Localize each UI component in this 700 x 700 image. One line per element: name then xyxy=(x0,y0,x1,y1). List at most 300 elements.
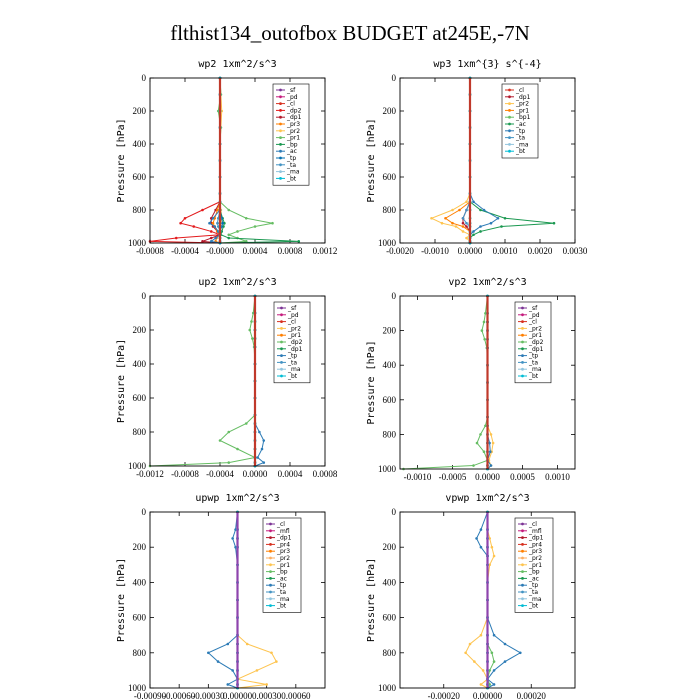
legend-marker xyxy=(280,307,283,310)
data-point xyxy=(472,233,475,236)
legend-entry: _ta xyxy=(529,359,539,367)
chart-panel-2 xyxy=(366,59,588,256)
data-point xyxy=(227,461,230,464)
data-point xyxy=(184,217,187,220)
x-tick-label: 0.00060 xyxy=(281,691,311,700)
data-point xyxy=(479,433,482,436)
legend-entry: _tp xyxy=(287,155,297,162)
data-point xyxy=(479,209,482,212)
x-tick-label: 0.0030 xyxy=(562,246,588,256)
y-tick-label: 800 xyxy=(382,647,396,658)
legend-marker xyxy=(269,543,272,546)
data-point xyxy=(492,442,495,445)
data-point xyxy=(473,660,476,663)
y-tick-label: 0 xyxy=(391,73,396,83)
y-tick-label: 800 xyxy=(132,205,146,215)
x-tick-label: 0.00000 xyxy=(222,691,253,700)
legend-entry: _pr3 xyxy=(287,121,301,128)
data-point xyxy=(483,209,486,212)
data-point xyxy=(451,222,454,225)
x-tick-label: 0.00030 xyxy=(252,691,282,700)
legend-marker xyxy=(280,334,283,337)
legend-entry: _bp xyxy=(277,568,288,576)
legend-entry: _ac xyxy=(529,575,539,583)
data-point xyxy=(226,643,229,646)
x-tick-label: -0.0020 xyxy=(386,246,414,256)
x-tick-label: 0.0008 xyxy=(277,246,303,256)
data-point xyxy=(465,222,468,225)
panel-title: up2 1xm^2/s^3 xyxy=(198,277,277,288)
data-point xyxy=(441,222,444,225)
data-point xyxy=(479,230,482,233)
data-point xyxy=(210,240,213,243)
y-axis-label: Pressure [hPa] xyxy=(116,338,127,424)
legend-entry: _dp1 xyxy=(529,345,544,353)
legend-entry: _pd xyxy=(288,311,299,319)
data-point xyxy=(212,217,215,220)
data-point xyxy=(231,537,234,540)
panel-title: wp2 1xm^2/s^3 xyxy=(198,59,277,70)
legend-entry: _tp xyxy=(277,582,287,590)
data-point xyxy=(217,660,220,663)
data-point xyxy=(179,222,182,225)
y-tick-label: 800 xyxy=(132,427,146,437)
legend-marker xyxy=(269,597,272,600)
legend-marker xyxy=(269,577,272,580)
legend-marker xyxy=(279,143,282,146)
data-point xyxy=(497,217,500,220)
data-point xyxy=(216,222,219,225)
data-point xyxy=(221,222,224,225)
y-tick-label: 200 xyxy=(382,542,396,553)
legend-marker xyxy=(521,361,524,364)
series-line-tp xyxy=(255,296,264,466)
legend-entry: _ma xyxy=(288,366,301,374)
x-tick-label: -0.0012 xyxy=(136,469,164,479)
data-point xyxy=(248,329,251,332)
legend-marker xyxy=(269,523,272,526)
x-tick-label: 0.0008 xyxy=(312,469,338,479)
data-point xyxy=(480,683,483,686)
data-point xyxy=(210,230,213,233)
legend-entry: _pr1 xyxy=(277,561,291,569)
data-point xyxy=(444,217,447,220)
legend-marker xyxy=(280,375,283,378)
legend-marker xyxy=(521,563,524,566)
data-point xyxy=(175,237,178,240)
x-tick-label: 0.0010 xyxy=(545,472,570,482)
legend-entry: _ta xyxy=(529,589,539,596)
y-tick-label: 200 xyxy=(382,106,396,116)
data-point xyxy=(475,537,478,540)
legend-entry: _ac xyxy=(277,575,287,583)
data-point xyxy=(480,634,483,637)
legend-marker xyxy=(280,354,283,357)
legend-marker xyxy=(279,177,282,180)
legend-entry: _pd xyxy=(529,311,540,319)
data-point xyxy=(245,217,248,220)
x-tick-label: -0.0010 xyxy=(403,472,432,482)
series-line-dp2 xyxy=(404,296,488,469)
data-point xyxy=(465,200,468,203)
legend-entry: _dp1 xyxy=(277,534,292,542)
y-tick-label: 0 xyxy=(141,291,146,301)
data-point xyxy=(472,230,475,233)
legend-entry: _ta xyxy=(287,161,297,169)
legend-entry: _dp1 xyxy=(287,114,302,122)
panel-title: wp3 1xm^{3} s^{-4} xyxy=(433,59,542,70)
x-tick-label: -0.0010 xyxy=(421,246,449,256)
data-point xyxy=(455,225,458,228)
y-tick-label: 1000 xyxy=(378,238,396,248)
legend-entry: _ma xyxy=(529,595,542,603)
data-point xyxy=(462,222,465,225)
y-tick-label: 1000 xyxy=(378,464,396,474)
legend-entry: _pr2 xyxy=(529,555,543,562)
legend-entry: _sf xyxy=(529,305,538,312)
legend-marker xyxy=(508,123,511,126)
x-tick-label: 0.00000 xyxy=(472,691,503,700)
x-tick-label: -0.0000 xyxy=(206,246,234,256)
y-tick-label: 400 xyxy=(382,139,396,149)
y-tick-label: 200 xyxy=(132,542,146,553)
data-point xyxy=(493,683,496,686)
y-tick-label: 0 xyxy=(141,507,146,517)
data-point xyxy=(214,237,217,240)
legend-entry: _ta xyxy=(277,589,287,596)
legend-marker xyxy=(280,327,283,330)
legend-entry: _mfl xyxy=(529,527,542,535)
data-point xyxy=(251,337,254,340)
legend-marker xyxy=(521,577,524,580)
figure-title: flthist134_outofbox BUDGET at245E,-7N xyxy=(170,21,530,45)
legend-entry: _ta xyxy=(516,134,526,142)
legend-marker xyxy=(508,129,511,132)
data-point xyxy=(245,422,248,425)
legend-entry: _dp1 xyxy=(516,93,531,101)
data-point xyxy=(480,528,483,531)
legend-marker xyxy=(279,89,282,92)
y-tick-label: 800 xyxy=(382,429,396,440)
legend-entry: _cl xyxy=(288,318,296,326)
y-tick-label: 1000 xyxy=(128,461,146,471)
legend-entry: _pr3 xyxy=(277,548,291,556)
y-tick-label: 200 xyxy=(132,106,146,116)
x-tick-label: -0.0004 xyxy=(206,469,234,479)
legend-marker xyxy=(508,136,511,139)
y-tick-label: 200 xyxy=(132,325,146,335)
data-point xyxy=(490,222,493,225)
y-tick-label: 1000 xyxy=(128,238,146,248)
chart-panel-4 xyxy=(366,277,575,482)
legend-marker xyxy=(521,313,524,316)
data-point xyxy=(236,230,239,233)
data-point xyxy=(482,669,485,672)
legend-marker xyxy=(521,341,524,344)
data-point xyxy=(270,652,273,655)
legend-marker xyxy=(279,150,282,153)
legend-marker xyxy=(508,116,511,119)
data-point xyxy=(462,230,465,233)
legend-marker xyxy=(269,557,272,560)
legend-marker xyxy=(269,570,272,573)
x-tick-label: -0.00020 xyxy=(427,691,460,700)
data-point xyxy=(265,683,268,686)
legend-marker xyxy=(521,584,524,587)
legend-marker xyxy=(521,536,524,539)
legend-entry: _ac xyxy=(287,148,297,156)
data-point xyxy=(451,209,454,212)
legend-entry: _sf xyxy=(287,87,296,94)
data-point xyxy=(297,240,300,243)
data-point xyxy=(246,643,249,646)
data-point xyxy=(479,225,482,228)
data-point xyxy=(472,464,475,467)
y-tick-label: 600 xyxy=(132,612,146,623)
legend-entry: _pr2 xyxy=(529,325,543,333)
legend-entry: _cl xyxy=(277,521,285,528)
legend-entry: _cl xyxy=(529,521,537,528)
legend-marker xyxy=(508,109,511,112)
legend-entry: _bt xyxy=(287,175,297,183)
data-point xyxy=(227,237,230,240)
data-point xyxy=(227,233,230,236)
data-point xyxy=(430,217,433,220)
legend-entry: _pr3 xyxy=(529,548,543,556)
legend-entry: _pr2 xyxy=(516,100,530,108)
data-point xyxy=(476,442,479,445)
data-point xyxy=(504,643,507,646)
legend-marker xyxy=(279,109,282,112)
data-point xyxy=(504,217,507,220)
y-axis-label: Pressure [hPa] xyxy=(116,557,127,643)
data-point xyxy=(256,669,259,672)
legend-marker xyxy=(521,334,524,337)
x-tick-label: 0.00020 xyxy=(516,691,546,700)
legend-marker xyxy=(508,95,511,98)
legend-marker xyxy=(279,123,282,126)
data-point xyxy=(462,225,465,228)
legend-entry: _bt xyxy=(529,373,539,380)
x-tick-label: 0.0005 xyxy=(510,472,535,482)
y-tick-label: 600 xyxy=(382,612,396,623)
legend-entry: _tp xyxy=(529,582,539,590)
series-line-dp2 xyxy=(150,296,255,466)
series-line-pr1 xyxy=(446,78,471,243)
legend-marker xyxy=(280,361,283,364)
data-point xyxy=(504,660,507,663)
legend-entry: _tp xyxy=(288,352,298,360)
legend-marker xyxy=(521,543,524,546)
y-tick-label: 400 xyxy=(132,359,146,369)
data-point xyxy=(227,209,230,212)
legend-marker xyxy=(508,143,511,146)
legend-marker xyxy=(521,591,524,594)
panel-title: vp2 1xm^2/s^3 xyxy=(448,277,527,288)
legend-marker xyxy=(508,89,511,92)
legend-marker xyxy=(521,550,524,553)
legend-marker xyxy=(279,116,282,119)
data-point xyxy=(493,555,496,558)
legend-entry: _dp1 xyxy=(529,534,544,542)
y-tick-label: 1000 xyxy=(378,683,396,693)
x-tick-label: -0.0004 xyxy=(171,246,199,256)
y-tick-label: 600 xyxy=(132,393,146,403)
x-tick-label: -0.00030 xyxy=(192,691,225,700)
legend-entry: _pr1 xyxy=(516,107,530,115)
legend-marker xyxy=(521,375,524,378)
y-axis-label: Pressure [hPa] xyxy=(366,340,377,425)
data-point xyxy=(231,669,234,672)
legend-marker xyxy=(279,170,282,173)
data-point xyxy=(491,652,494,655)
legend-entry: _ac xyxy=(516,121,526,128)
data-point xyxy=(500,225,503,228)
x-tick-label: 0.0000 xyxy=(457,246,483,256)
data-point xyxy=(262,439,265,442)
legend-entry: _ma xyxy=(287,168,300,176)
legend-entry: _pr2 xyxy=(277,555,291,562)
y-tick-label: 0 xyxy=(391,291,396,301)
x-tick-label: 0.0004 xyxy=(277,469,303,479)
chart-panel-3 xyxy=(116,277,338,479)
x-tick-label: 0.0004 xyxy=(242,246,268,256)
data-point xyxy=(262,461,265,464)
data-point xyxy=(192,225,195,228)
data-point xyxy=(483,321,486,324)
data-point xyxy=(493,660,496,663)
legend-entry: _dp2 xyxy=(288,339,303,346)
legend-entry: _ma xyxy=(529,366,542,374)
y-tick-label: 400 xyxy=(382,360,396,371)
data-point xyxy=(207,652,210,655)
data-point xyxy=(489,450,492,453)
legend-entry: _cl xyxy=(516,87,524,94)
legend-entry: _bt xyxy=(529,602,539,610)
legend-marker xyxy=(269,550,272,553)
legend-marker xyxy=(269,591,272,594)
y-tick-label: 0 xyxy=(391,507,396,517)
data-point xyxy=(483,450,486,453)
data-point xyxy=(553,222,556,225)
x-tick-label: 0.0020 xyxy=(527,246,553,256)
y-tick-label: 400 xyxy=(382,577,396,588)
legend-entry: _bp xyxy=(529,568,540,576)
data-point xyxy=(271,222,274,225)
series-line-tp xyxy=(470,78,498,243)
data-point xyxy=(491,546,494,549)
plot-frame xyxy=(400,78,575,243)
legend-entry: _dp1 xyxy=(288,345,303,353)
y-tick-label: 400 xyxy=(132,577,146,588)
legend-marker xyxy=(521,523,524,526)
legend-entry: _tp xyxy=(529,352,539,360)
legend-marker xyxy=(279,163,282,166)
data-point xyxy=(227,431,230,434)
y-axis-label: Pressure [hPa] xyxy=(366,557,377,643)
legend-entry: _cl xyxy=(529,318,537,326)
x-tick-label: 0.0010 xyxy=(492,246,518,256)
legend-marker xyxy=(280,347,283,350)
data-point xyxy=(490,464,493,467)
data-point xyxy=(258,431,261,434)
x-tick-label: -0.0005 xyxy=(438,472,467,482)
y-tick-label: 200 xyxy=(382,325,396,336)
data-point xyxy=(236,448,239,451)
legend-marker xyxy=(508,102,511,105)
y-axis-label: Pressure [hPa] xyxy=(116,118,127,203)
data-point xyxy=(201,240,204,243)
data-point xyxy=(519,652,522,655)
legend-entry: _bt xyxy=(288,373,298,380)
legend-entry: _pr4 xyxy=(277,541,291,549)
data-point xyxy=(493,634,496,637)
data-point xyxy=(226,683,229,686)
legend-marker xyxy=(269,563,272,566)
legend-entry: _pr1 xyxy=(529,561,543,569)
legend-entry: _ta xyxy=(288,359,298,367)
legend-marker xyxy=(521,307,524,310)
legend-entry: _dp2 xyxy=(287,107,302,115)
data-point xyxy=(275,660,278,663)
data-point xyxy=(208,222,211,225)
data-point xyxy=(480,546,483,549)
legend-entry: _ma xyxy=(277,595,290,603)
series-line-tp xyxy=(477,512,521,688)
legend-marker xyxy=(521,597,524,600)
legend-marker xyxy=(521,368,524,371)
legend-marker xyxy=(279,95,282,98)
legend-marker xyxy=(269,604,272,607)
legend-entry: _bp1 xyxy=(516,114,531,122)
legend-marker xyxy=(279,157,282,160)
legend-marker xyxy=(279,136,282,139)
legend-marker xyxy=(521,570,524,573)
legend-entry: _pd xyxy=(287,93,298,101)
x-tick-label: -0.0008 xyxy=(171,469,199,479)
legend-entry: _bp xyxy=(287,141,298,149)
data-point xyxy=(462,217,465,220)
data-point xyxy=(256,456,259,459)
data-point xyxy=(465,225,468,228)
data-point xyxy=(210,237,213,240)
data-point xyxy=(250,320,253,323)
y-tick-label: 600 xyxy=(382,394,396,405)
data-point xyxy=(465,209,468,212)
data-point xyxy=(493,669,496,672)
data-point xyxy=(212,222,215,225)
legend-marker xyxy=(280,368,283,371)
x-tick-label: 0.0000 xyxy=(242,469,268,479)
data-point xyxy=(216,209,219,212)
data-point xyxy=(458,209,461,212)
y-tick-label: 0 xyxy=(141,73,146,83)
legend-marker xyxy=(521,557,524,560)
x-tick-label: -0.00060 xyxy=(163,691,196,700)
data-point xyxy=(464,652,467,655)
legend-entry: _pr1 xyxy=(287,134,301,142)
y-axis-label: Pressure [hPa] xyxy=(366,118,377,203)
data-point xyxy=(261,448,264,451)
panel-title: vpwp 1xm^2/s^3 xyxy=(445,493,530,504)
legend-marker xyxy=(279,129,282,132)
legend-entry: _ma xyxy=(516,141,529,149)
x-tick-label: 0.0012 xyxy=(312,246,338,256)
legend-marker xyxy=(280,341,283,344)
data-point xyxy=(219,439,222,442)
y-tick-label: 800 xyxy=(132,647,146,658)
data-point xyxy=(213,225,216,228)
